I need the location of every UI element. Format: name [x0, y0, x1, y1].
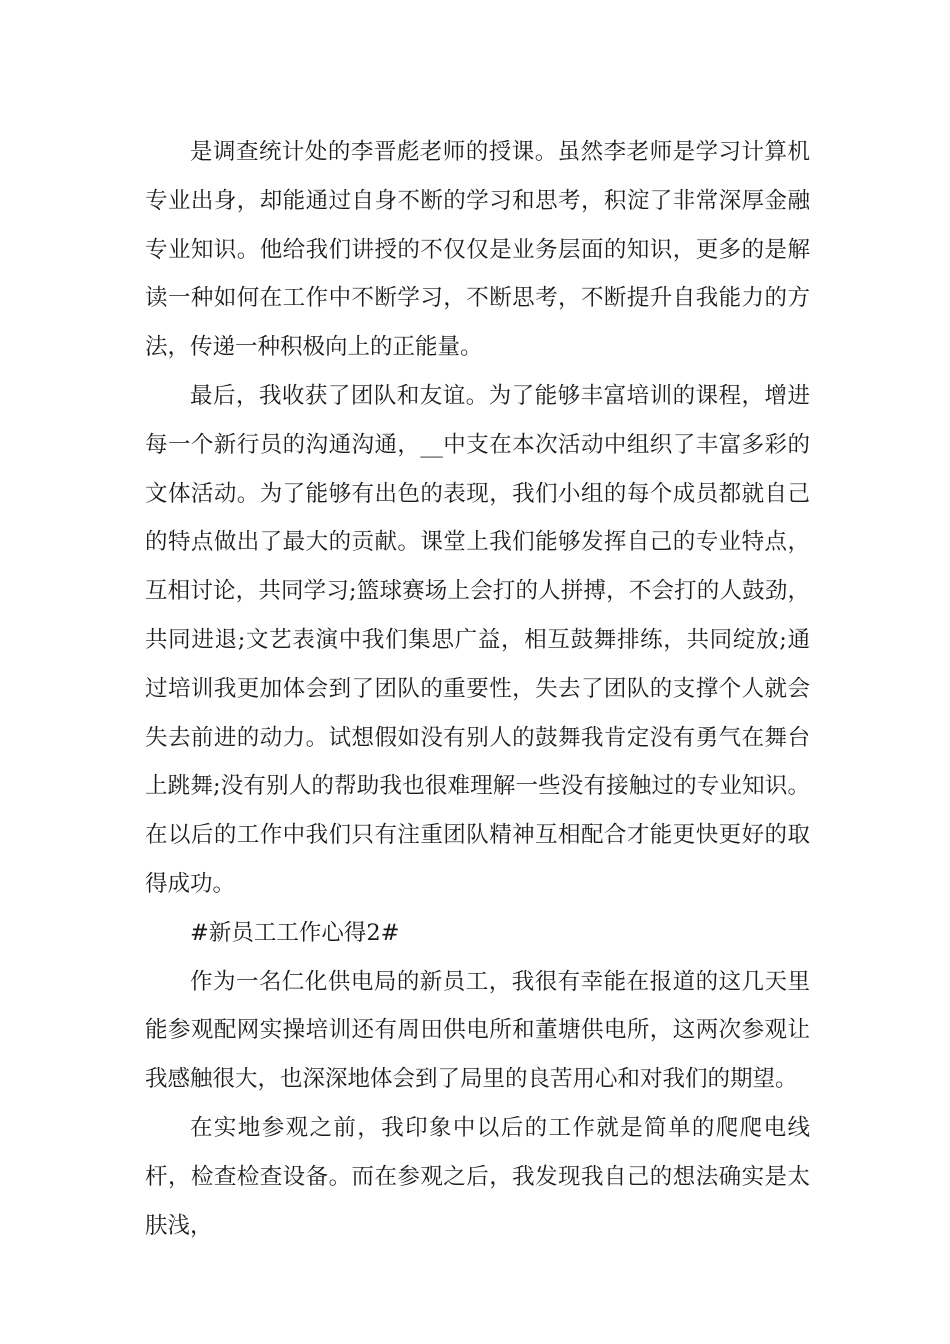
section-heading: #新员工工作心得2# [190, 919, 400, 946]
paragraph-field-visit: 在实地参观之前，我印象中以后的工作就是简单的爬爬电线杆，检查检查设备。而在参观之后，我发现我自己的想法确实是太肤浅， [145, 1114, 810, 1239]
paragraph-lecture: 是调查统计处的李晋彪老师的授课。虽然李老师是学习计算机专业出身，却能通过自身不断的学习和思考，积淀了非常深厚金融专业知识。他给我们讲授的不仅仅是业务层面的知识，更多的是解读一种如何在工作中不断学习，不断思考，不断提升自我能力的方法，传递一种积极向上的正能量。 [145, 139, 810, 361]
paragraph-team-friendship: 最后，我收获了团队和友谊。为了能够丰富培训的课程，增进每一个新行员的沟通沟通，__中支在本次活动中组织了丰富多彩的文体活动。为了能够有出色的表现，我们小组的每个成员都就自己的特点做出了最大的贡献。课堂上我们能够发挥自己的专业特点，互相讨论，共同学习;篮球赛场上会打的人拼搏，不会打的人鼓劲，共同进退;文艺表演中我们集思广益，相互鼓舞排练，共同绽放;通过培训我更加体会到了团队的重要性，失去了团队的支撑个人就会失去前进的动力。试想假如没有别人的鼓舞我肯定没有勇气在舞台上跳舞;没有别人的帮助我也很难理解一些没有接触过的专业知识。在以后的工作中我们只有注重团队精神互相配合才能更快更好的取得成功。 [145, 382, 810, 897]
document-body [145, 128, 810, 1250]
paragraph-new-employee: 作为一名仁化供电局的新员工，我很有幸能在报道的这几天里能参观配网实操培训还有周田供电所和董塘供电所，这两次参观让我感触很大，也深深地体会到了局里的良苦用心和对我们的期望。 [145, 968, 810, 1093]
